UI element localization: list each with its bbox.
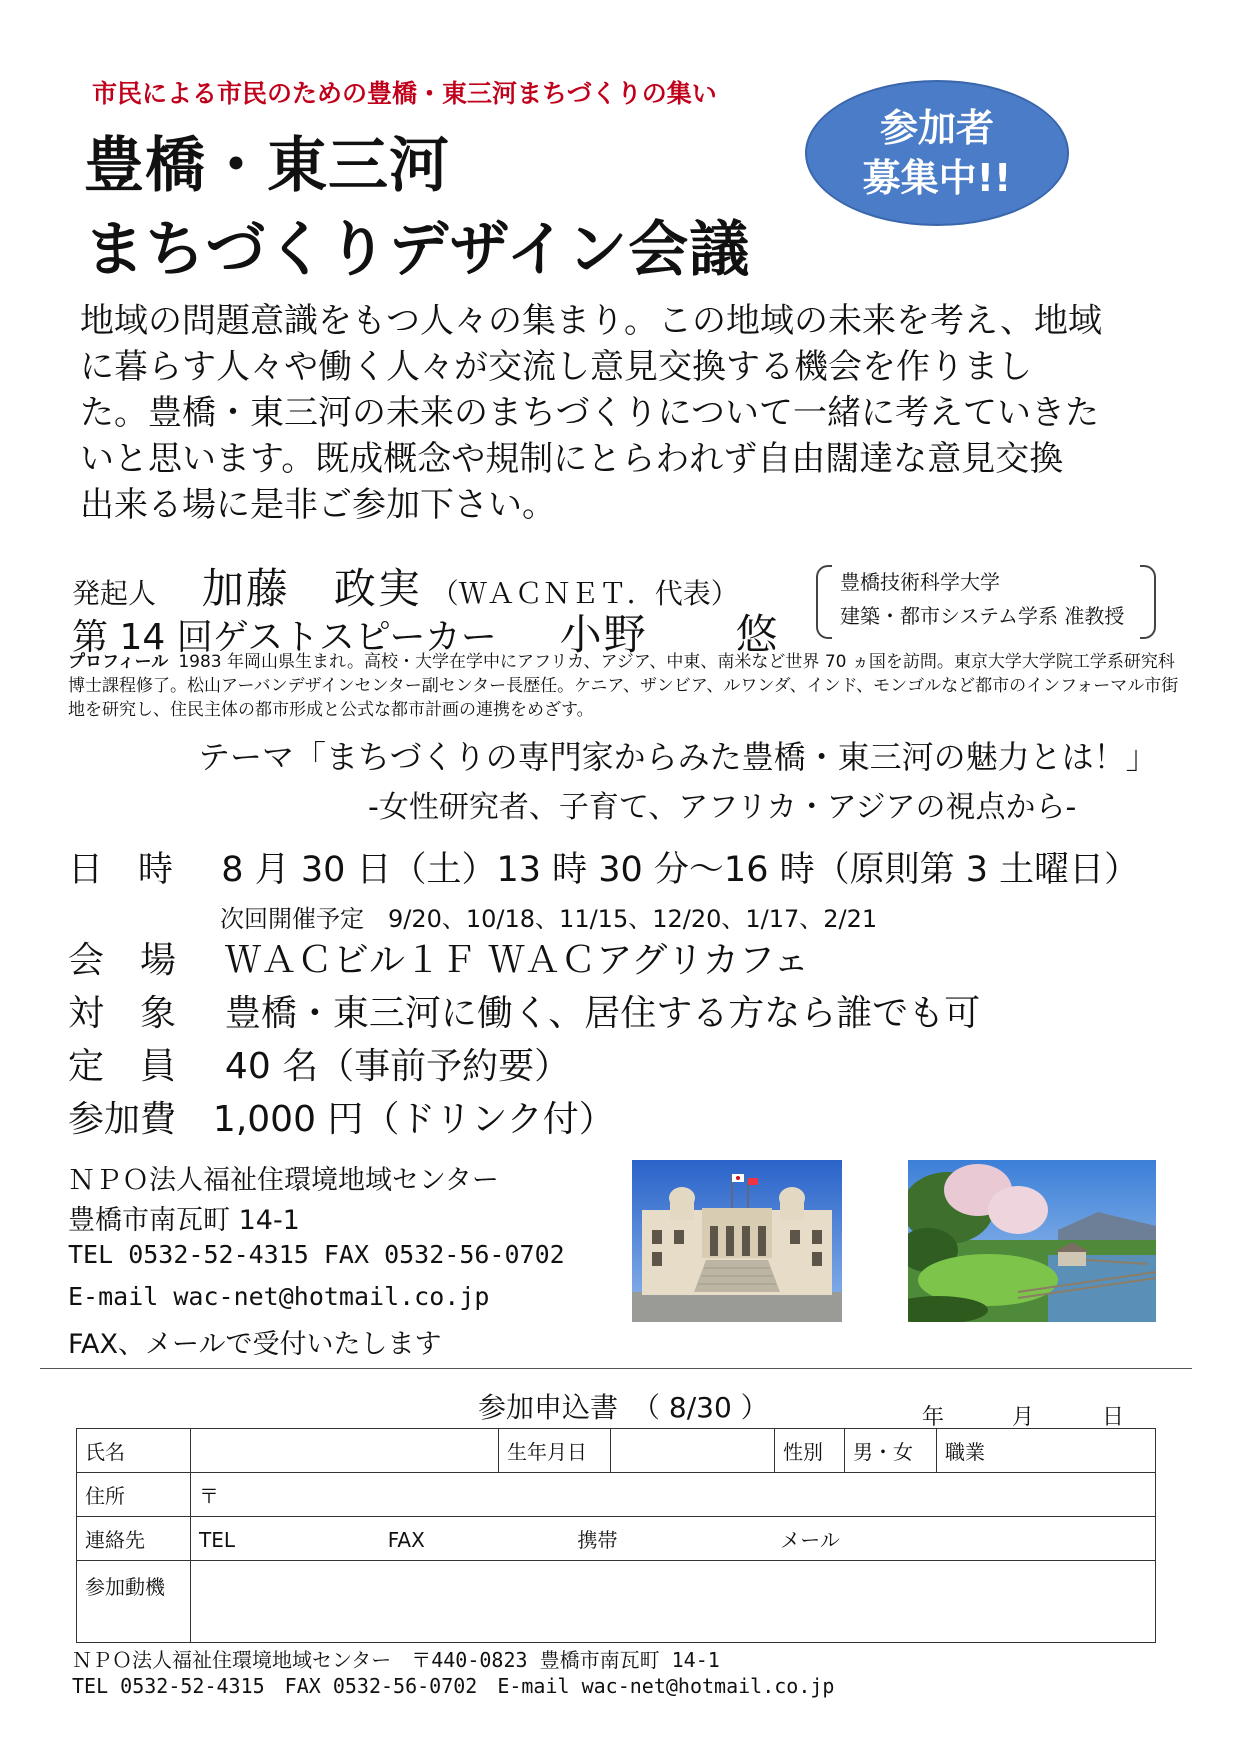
affiliation-line1: 豊橋技術科学大学 <box>840 570 1000 594</box>
fax-label: FAX <box>387 1528 425 1552</box>
job-label: 職業 <box>945 1440 985 1464</box>
target-label: 対 象 <box>68 993 177 1034</box>
name-label: 氏名 <box>77 1429 191 1473</box>
next-schedule: 次回開催予定 9/20、10/18、11/15、12/20、1/17、2/21 <box>220 905 878 933</box>
postal-mark: 〒 <box>199 1484 219 1508</box>
contact-email: E-mail wac-net@hotmail.co.jp <box>68 1282 490 1311</box>
contact-field[interactable] <box>191 1517 1156 1561</box>
contact-telfax: TEL 0532-52-4315 FAX 0532-56-0702 <box>68 1240 565 1269</box>
contact-label: 連絡先 <box>77 1517 191 1561</box>
motive-field[interactable] <box>191 1561 1156 1643</box>
theme-title: テーマ「まちづくりの専門家からみた豊橋・東三河の魅力とは！」 <box>198 738 1158 776</box>
footer-line2: TEL 0532-52-4315 FAX 0532-56-0702 E-mail wac-net@hotmail.co.jp <box>72 1674 835 1698</box>
motive-label: 参加動機 <box>77 1561 191 1643</box>
target-row <box>68 985 980 1036</box>
organizer-note: （ＷＡＣＮＥＴ．代表） <box>430 577 739 610</box>
target-value: 豊橋・東三河に働く、居住する方なら誰でも可 <box>224 993 981 1034</box>
fee-label: 参加費 <box>68 1099 177 1140</box>
intro-paragraph <box>80 298 1160 528</box>
venue-value: ＷＡＣビル１Ｆ ＷＡＣアグリカフェ <box>224 940 810 981</box>
organizer-name: 加藤 政実 <box>201 564 422 613</box>
contact-note: FAX、メールで受付いたします <box>68 1329 442 1360</box>
recruiting-badge <box>805 80 1069 226</box>
date-year-label: 年 <box>922 1405 945 1430</box>
bracket-left <box>816 565 832 639</box>
intro-line: た。豊橋・東三河の未来のまちづくりについて一緒に考えていきた <box>80 393 1099 433</box>
datetime-value: 8 月 30 日（土）13 時 30 分～16 時（原則第 3 土曜日） <box>221 850 1140 890</box>
application-title: 参加申込書 （ 8/30 ） <box>478 1391 769 1424</box>
speaker-profile <box>68 650 1188 722</box>
venue-row <box>68 932 809 983</box>
city-hall-photo <box>632 1160 842 1322</box>
capacity-row <box>68 1038 570 1089</box>
address-field[interactable] <box>191 1473 1156 1517</box>
intro-line: に暮らす人々や働く人々が交流し意見交換する機会を作りまし <box>80 347 1032 387</box>
profile-text: 1983 年岡山県生まれ。高校・大学在学中にアフリカ、アジア、中東、南米など世界 70 ヵ国を訪問。東京大学大学院工学系研究科博士課程修了。松山アーバンデザインセンター副センター長歴任。ケニア、ザンビア、ルワンダ、インド、モンゴルなど都市のインフォーマル市街地を研究し、住民主体の都市形成と公式な都市計画の連携をめざす。 <box>68 652 1179 720</box>
speaker-label: 第 14 回ゲストスピーカー <box>72 617 497 658</box>
contact-address: 豊橋市南瓦町 14-1 <box>68 1205 300 1236</box>
organizer-label: 発起人 <box>72 577 157 610</box>
mail-label: メール <box>780 1528 840 1552</box>
datetime-label: 日 時 <box>68 850 174 890</box>
badge-line2: 募集中!! <box>862 156 1012 200</box>
date-month-label: 月 <box>1012 1405 1035 1430</box>
theme-subtitle: -女性研究者、子育て、アフリカ・アジアの視点から- <box>368 790 1077 825</box>
park-photo <box>908 1160 1156 1322</box>
profile-label: プロフィール <box>68 652 169 672</box>
application-form <box>76 1428 1156 1643</box>
tel-label: TEL <box>199 1528 235 1552</box>
name-field[interactable] <box>191 1429 499 1473</box>
gender-field[interactable]: 男・女 <box>845 1429 937 1473</box>
contact-org: ＮＰＯ法人福祉住環境地域センター <box>68 1165 499 1196</box>
speaker-name: 小野 悠 <box>559 610 780 659</box>
fee-value: 1,000 円（ドリンク付） <box>212 1099 615 1140</box>
intro-line: 出来る場に是非ご参加下さい。 <box>80 485 556 525</box>
speaker-affiliation <box>818 565 1154 635</box>
capacity-value: 40 名（事前予約要） <box>224 1046 571 1087</box>
cut-line <box>40 1368 1192 1369</box>
address-label: 住所 <box>77 1473 191 1517</box>
subtitle: 市民による市民のための豊橋・東三河まちづくりの集い <box>92 79 717 108</box>
datetime-row <box>68 842 1139 892</box>
birth-field[interactable] <box>611 1429 775 1473</box>
intro-line: いと思います。既成概念や規制にとらわれず自由闊達な意見交換 <box>80 439 1064 479</box>
badge-line1: 参加者 <box>879 106 994 150</box>
birth-label: 生年月日 <box>499 1429 611 1473</box>
venue-label: 会 場 <box>68 940 177 981</box>
bracket-right <box>1140 565 1156 639</box>
affiliation-line2: 建築・都市システム学系 准教授 <box>840 604 1125 628</box>
page-title-line2: まちづくりデザイン会議 <box>84 215 751 285</box>
job-field[interactable] <box>937 1429 1156 1473</box>
fee-row <box>68 1091 615 1142</box>
page-title-line1: 豊橋・東三河 <box>84 131 450 201</box>
mobile-label: 携帯 <box>577 1528 618 1552</box>
capacity-label: 定 員 <box>68 1046 177 1087</box>
gender-label: 性別 <box>775 1429 845 1473</box>
date-day-label: 日 <box>1102 1405 1125 1430</box>
footer-line1: ＮＰＯ法人福祉住環境地域センター 〒440-0823 豊橋市南瓦町 14-1 <box>72 1648 720 1672</box>
intro-line: 地域の問題意識をもつ人々の集まり。この地域の未来を考え、地域 <box>80 301 1103 341</box>
